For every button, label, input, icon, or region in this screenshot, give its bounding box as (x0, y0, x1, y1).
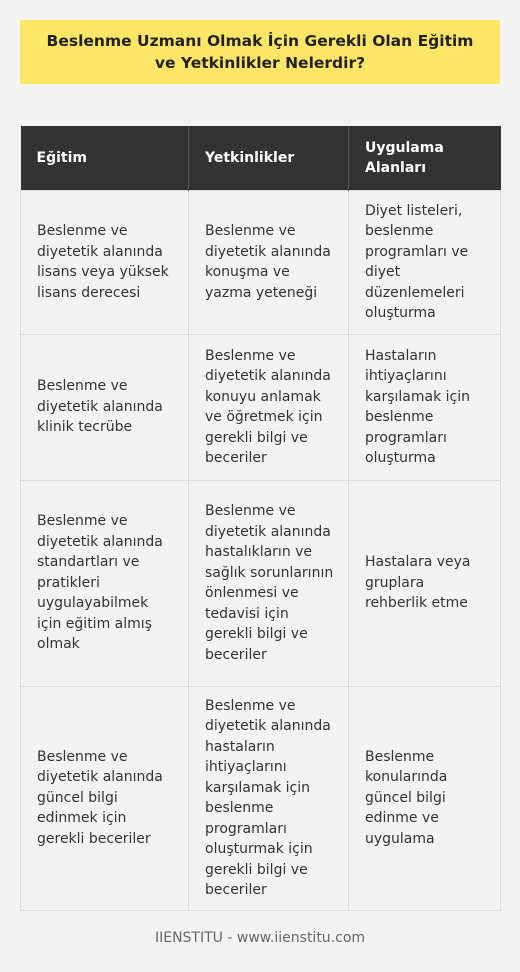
table-cell: Beslenme ve diyetetik alanında hastaların ihtiyaçlarını karşılamak için beslenme programları oluşturmak için gerekli bilgi ve beceriler (189, 686, 349, 910)
table-cell: Hastaların ihtiyaçlarını karşılamak için beslenme programları oluşturma (349, 334, 501, 480)
table-cell: Diyet listeleri, beslenme programları ve diyet düzenlemeleri oluşturma (349, 190, 501, 334)
footer-credit: IIENSTITU - www.iienstitu.com (154, 930, 366, 946)
table-row (21, 480, 501, 686)
table-header-row (21, 126, 501, 190)
table-cell: Beslenme ve diyetetik alanında konuyu anlamak ve öğretmek için gerekli bilgi ve beceriler (189, 334, 349, 480)
table-row (21, 334, 501, 480)
column-header-competencies: Yetkinlikler (189, 126, 349, 190)
table-cell: Beslenme ve diyetetik alanında konuşma ve yazma yeteneği (189, 190, 349, 334)
table-cell: Beslenme ve diyetetik alanında lisans veya yüksek lisans derecesi (21, 190, 189, 334)
table-cell: Hastalara veya gruplara rehberlik etme (349, 480, 501, 686)
table-cell: Beslenme ve diyetetik alanında güncel bilgi edinmek için gerekli beceriler (21, 686, 189, 910)
column-header-education: Eğitim (21, 126, 189, 190)
table-cell: Beslenme ve diyetetik alanında hastalıkların ve sağlık sorunlarının önlenmesi ve tedavisi için gerekli bilgi ve beceriler (189, 480, 349, 686)
education-competency-table (20, 126, 501, 911)
table-cell: Beslenme ve diyetetik alanında klinik tecrübe (21, 334, 189, 480)
table-row (21, 190, 501, 334)
table-cell: Beslenme konularında güncel bilgi edinme ve uygulama (349, 686, 501, 910)
page-title: Beslenme Uzmanı Olmak İçin Gerekli Olan Eğitim ve Yetkinlikler Nelerdir? (46, 32, 474, 72)
title-banner (20, 20, 500, 84)
table-row (21, 686, 501, 910)
column-header-application-areas: Uygulama Alanları (349, 126, 501, 190)
table-cell: Beslenme ve diyetetik alanında standartları ve pratikleri uygulayabilmek için eğitim almış olmak (21, 480, 189, 686)
